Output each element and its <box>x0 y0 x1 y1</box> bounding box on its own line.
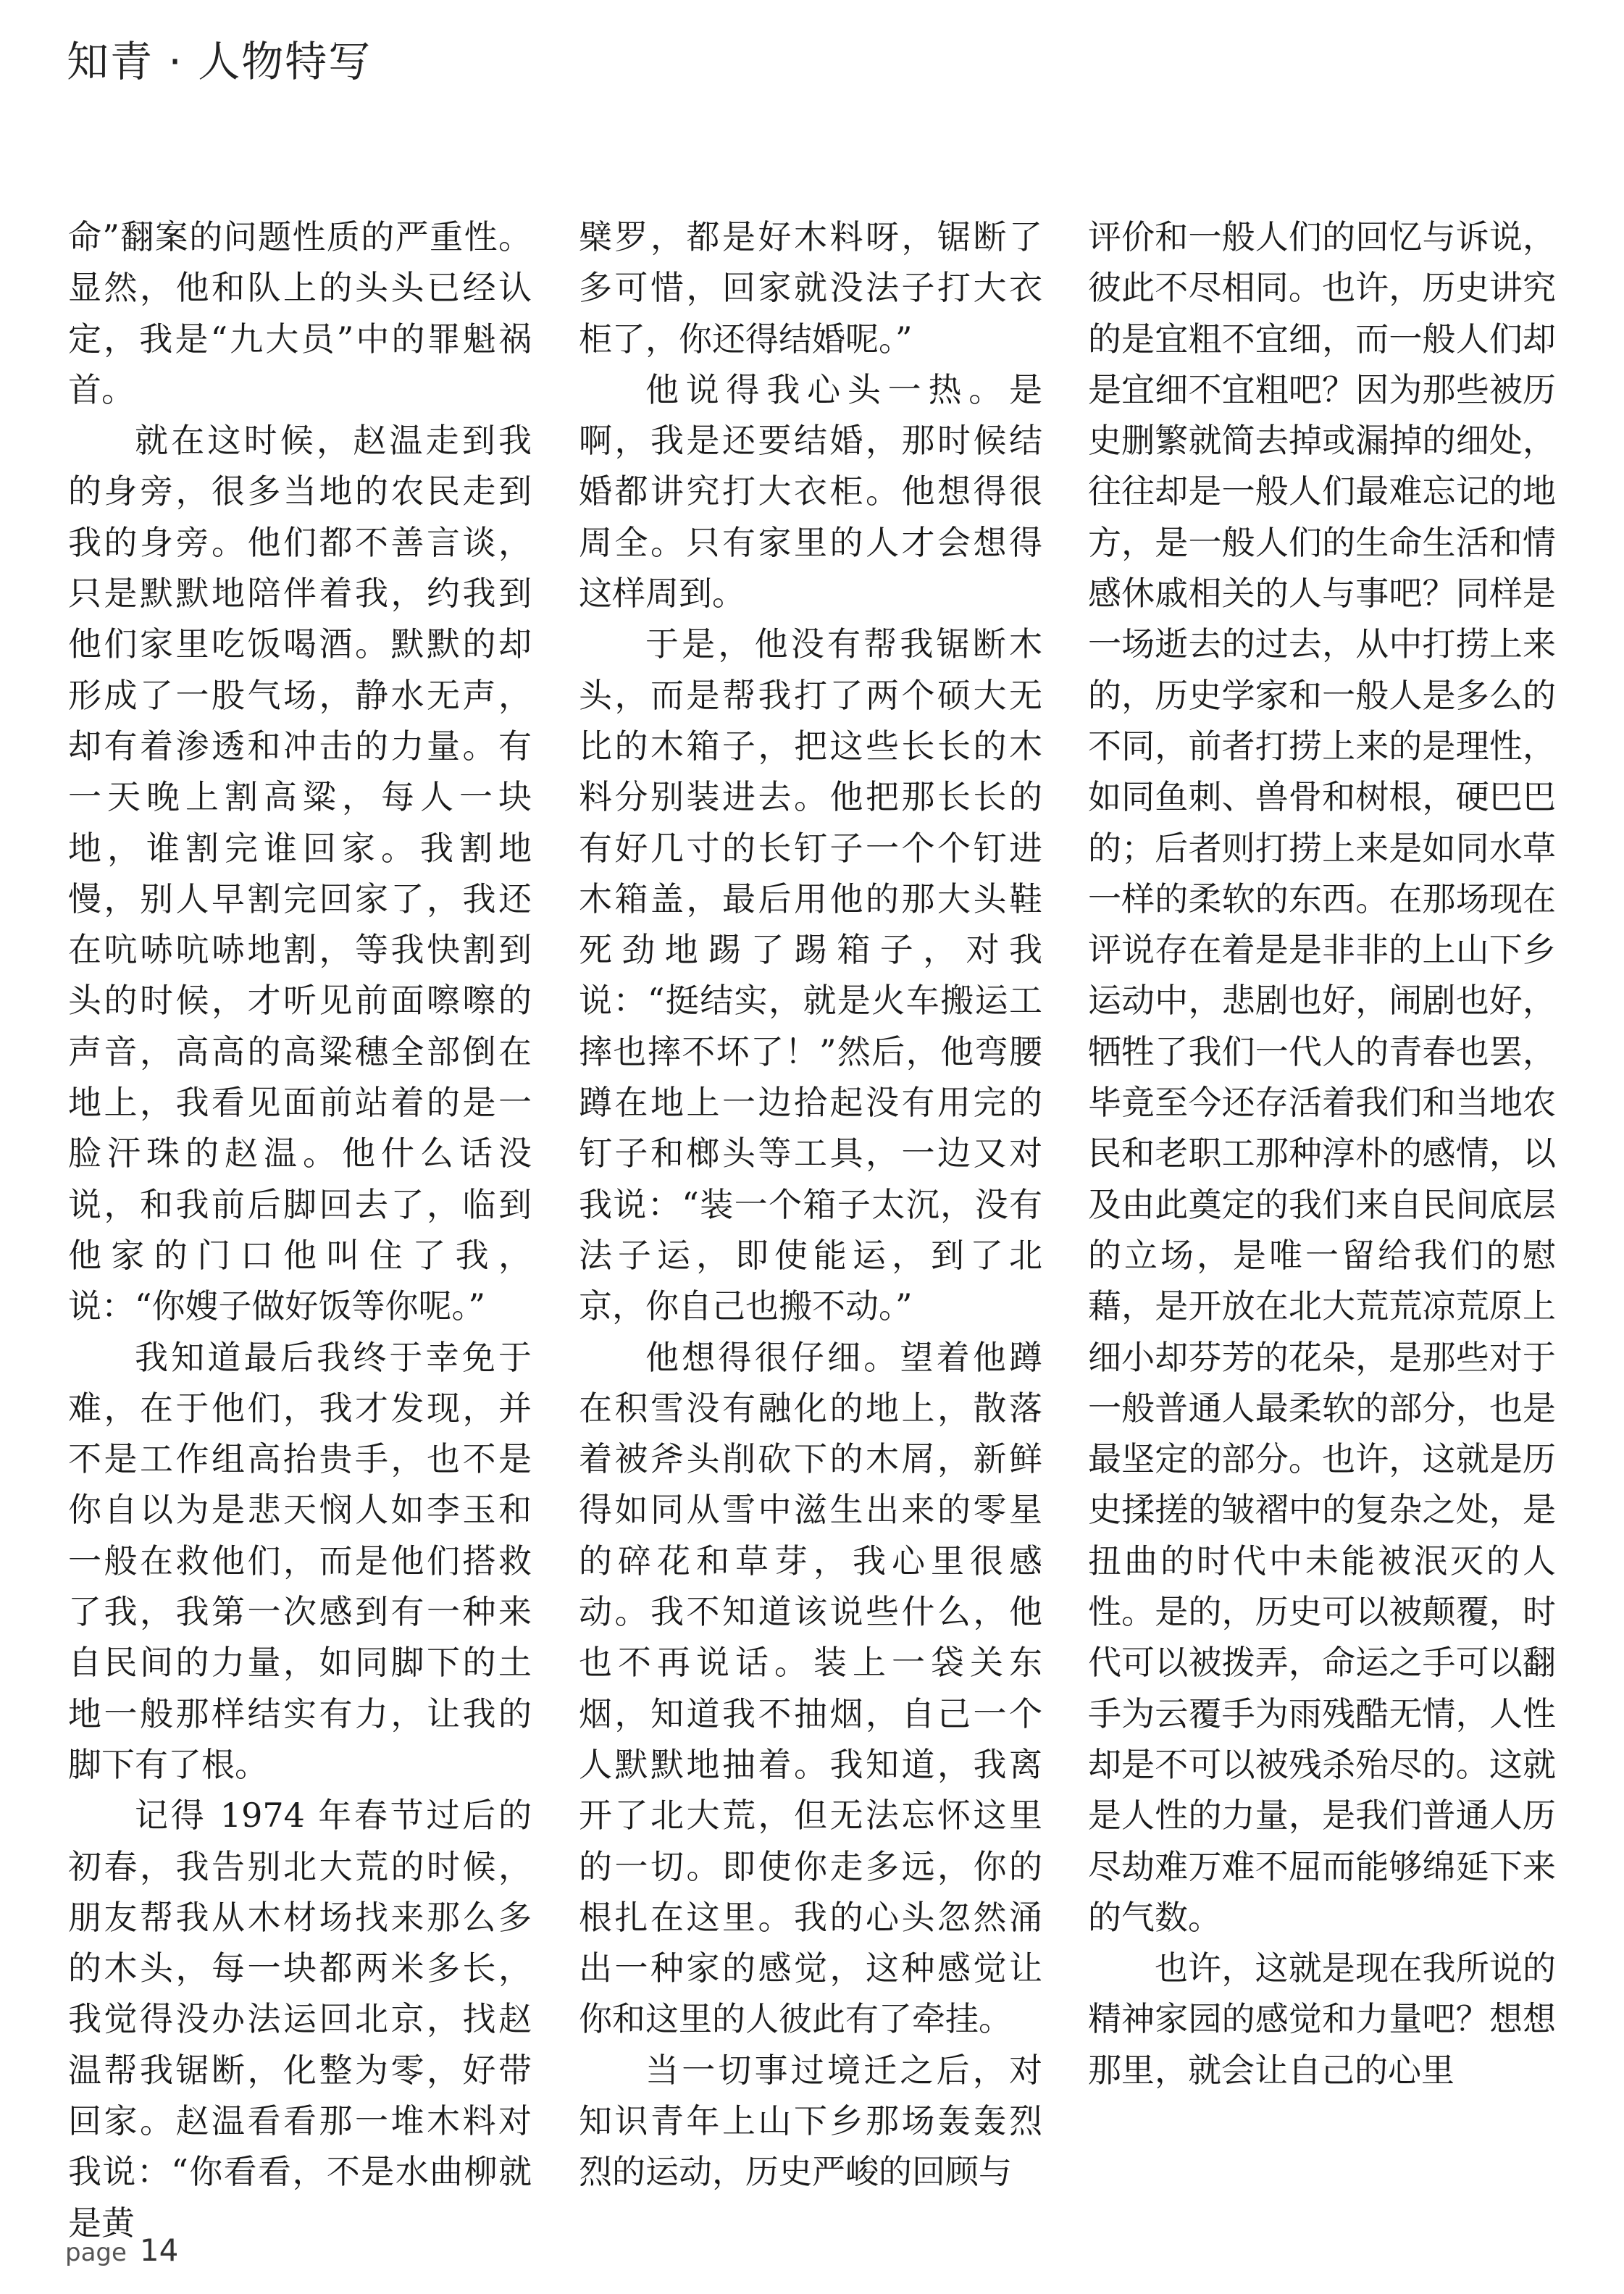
paragraph: 记得 1974 年春节过后的初春，我告别北大荒的时候，朋友帮我从木材场找来那么多的木头，每一块都两米多长，我觉得没办法运回北京，找赵温帮我锯断，化整为零，好带回家。赵温看看那一堆木料对我说：“你看看，不是水曲柳就是黄 <box>68 1796 532 2243</box>
section-header: 知青 · 人物特写 <box>67 37 372 86</box>
paragraph: 于是，他没有帮我锯断木头，而是帮我打了两个硕大无比的木箱子，把这些长长的木料分别装进去。他把那长长的有好几寸的长钉子一个个钉进木箱盖，最后用他的那大头鞋死劲地踢了踢箱子，对我说：“挺结实，就是火车搬运工摔也摔不坏了！”然后，他弯腰蹲在地上一边拾起没有用完的钉子和榔头等工具，一边又对我说：“装一个箱子太沉，没有法子运，即使能运，到了北京，你自己也搬不动。” <box>579 624 1042 1326</box>
paragraph: 我知道最后我终于幸免于难，在于他们，我才发现，并不是工作组高抬贵手，也不是你自以为是悲天悯人如李玉和一般在救他们，而是他们搭救了我，我第一次感到有一种来自民间的力量，如同脚下的土地一般那样结实有力，让我的脚下有了根。 <box>68 1337 532 1784</box>
text-column-2 <box>579 212 1042 2196</box>
paragraph: 也许，这就是现在我所说的精神家园的感觉和力量吧？想想那里，就会让自己的心里 <box>1088 1948 1556 2090</box>
paragraph: 他说得我心头一热。是啊，我是还要结婚，那时候结婚都讲究打大衣柜。他想得很周全。只有家里的人才会想得这样周到。 <box>579 369 1042 614</box>
paragraph: 命”翻案的问题性质的严重性。显然，他和队上的头头已经认定，我是“九大员”中的罪魁祸首。 <box>68 217 532 409</box>
text-column-1 <box>68 212 532 2243</box>
page-footer <box>65 2232 178 2268</box>
paragraph: 就在这时候，赵温走到我的身旁，很多当地的农民走到我的身旁。他们都不善言谈，只是默默地陪伴着我，约我到他们家里吃饭喝酒。默默的却形成了一股气场，静水无声，却有着渗透和冲击的力量。有一天晚上割高粱，每人一块地，谁割完谁回家。我割地慢，别人早割完回家了，我还在吭哧吭哧地割，等我快割到头的时候，才听见前面嚓嚓的声音，高高的高粱穗全部倒在地上，我看见面前站着的是一脸汗珠的赵温。他什么话没说，和我前后脚回去了，临到他家的门口他叫住了我，说：“你嫂子做好饭等你呢。” <box>68 421 532 1326</box>
text-column-3 <box>1088 212 1556 2196</box>
paragraph: 当一切事过境迁之后，对知识青年上山下乡那场轰轰烈烈的运动，历史严峻的回顾与 <box>579 2050 1042 2192</box>
page-number: 14 <box>139 2232 179 2268</box>
paragraph: 评价和一般人们的回忆与诉说，彼此不尽相同。也许，历史讲究的是宜粗不宜细，而一般人们却是宜细不宜粗吧？因为那些被历史删繁就简去掉或漏掉的细处，往往却是一般人们最难忘记的地方，是一般人们的生命生活和情感休戚相关的人与事吧？同样是一场逝去的过去，从中打捞上来的，历史学家和一般人是多么的不同，前者打捞上来的是理性，如同鱼刺、兽骨和树根，硬巴巴的；后者则打捞上来是如同水草一样的柔软的东西。在那场现在评说存在着是是非非的上山下乡运动中，悲剧也好，闹剧也好，牺牲了我们一代人的青春也罢，毕竟至今还存活着我们和当地农民和老职工那种淳朴的感情，以及由此奠定的我们来自民间底层的立场，是唯一留给我们的慰藉，是开放在北大荒荒凉荒原上细小却芬芳的花朵，是那些对于一般普通人最柔软的部分，也是最坚定的部分。也许，这就是历史揉搓的皱褶中的复杂之处，是扭曲的时代中未能被泯灭的人性。是的，历史可以被颠覆，时代可以被拨弄，命运之手可以翻手为云覆手为雨残酷无情，人性却是不可以被残杀殆尽的。这就是人性的力量，是我们普通人历尽劫难万难不屈而能够绵延下来的气数。 <box>1088 217 1556 1937</box>
paragraph: 他想得很仔细。望着他蹲在积雪没有融化的地上，散落着被斧头削砍下的木屑，新鲜得如同从雪中滋生出来的零星的碎花和草芽，我心里很感动。我不知道该说些什么，他也不再说话。装上一袋关东烟，知道我不抽烟，自己一个人默默地抽着。我知道，我离开了北大荒，但无法忘怀这里的一切。即使你走多远，你的根扎在这里。我的心头忽然涌出一种家的感觉，这种感觉让你和这里的人彼此有了牵挂。 <box>579 1337 1042 2039</box>
paragraph: 檗罗，都是好木料呀，锯断了多可惜，回家就没法子打大衣柜了，你还得结婚呢。” <box>579 217 1042 359</box>
page-label: page <box>65 2238 127 2267</box>
